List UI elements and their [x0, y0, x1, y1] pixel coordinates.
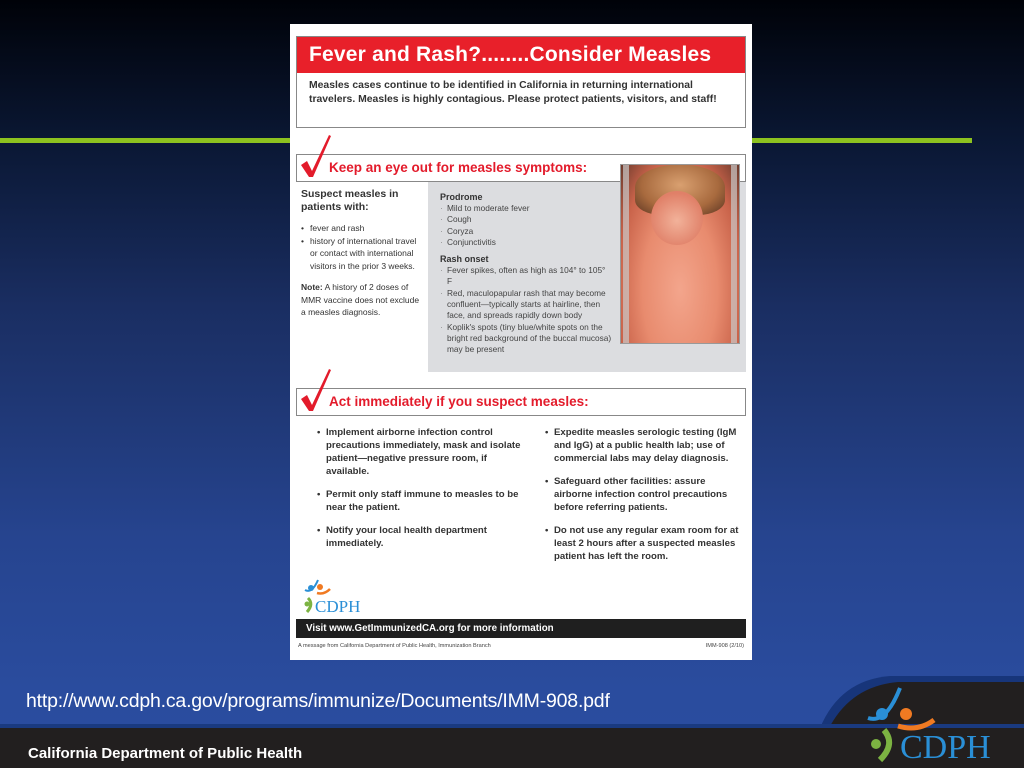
action-item: • Safeguard other facilities: assure airborne infection control precautions before referring patients.: [545, 475, 740, 514]
rash-item: · Red, maculopapular rash that may become confluent—typically starts at hairline, then face, and spreads rapidly down body: [440, 288, 612, 322]
measles-child-photo: [620, 164, 740, 344]
cdph-logo: [302, 576, 372, 616]
prodrome-item: · Conjunctivitis: [440, 237, 612, 248]
title-box: [296, 36, 746, 128]
symptoms-heading: Keep an eye out for measles symptoms:: [329, 160, 588, 175]
action-item: • Expedite measles serologic testing (IgM and IgG) at a public health lab; use of commercial labs may delay diagnosis.: [545, 426, 740, 465]
action-item: • Notify your local health department immediately.: [317, 524, 532, 550]
rash-heading: Rash onset: [440, 254, 489, 265]
action-item: • Implement airborne infection control precautions immediately, mask and isolate patient—negative pressure room, if available.: [317, 426, 532, 478]
suspect-column: [301, 188, 425, 319]
action-list-right: [545, 426, 740, 573]
suspect-item: • fever and rash: [301, 222, 425, 235]
action-heading: Act immediately if you suspect measles:: [329, 394, 589, 409]
footer-code: IMM-908 (2/10): [705, 643, 744, 649]
prodrome-item: · Coryza: [440, 226, 612, 237]
document-url[interactable]: http://www.cdph.ca.gov/programs/immunize/Documents/IMM-908.pdf: [26, 690, 610, 712]
note: [301, 281, 425, 319]
flyer-intro: Measles cases continue to be identified in California in returning international travelers. Measles is highly contagious. Please protect patients, visitors, and staff!: [309, 80, 717, 105]
note-text: A history of 2 doses of MMR vaccine does not exclude a measles diagnosis.: [301, 282, 420, 317]
checkmark-icon: [299, 367, 333, 413]
flyer-title: Fever and Rash?........Consider Measles: [297, 37, 745, 73]
measles-flyer: [290, 24, 752, 660]
action-list-left: [317, 426, 532, 560]
checkmark-icon: [299, 133, 333, 179]
footer-note: A message from California Department of Public Health, Immunization Branch: [298, 643, 491, 649]
rash-item: · Koplik's spots (tiny blue/white spots on the bright red background of the buccal mucosa) may be present: [440, 322, 612, 356]
department-name: California Department of Public Health: [28, 745, 303, 762]
cdph-corner-logo: [864, 684, 1004, 764]
prodrome-item: · Cough: [440, 214, 612, 225]
symptoms-list: [440, 190, 612, 362]
corner-logo-text: CDPH: [900, 729, 991, 764]
prodrome-heading: Prodrome: [440, 192, 483, 202]
logo-text: CDPH: [315, 597, 361, 616]
suspect-heading: Suspect measles in patients with:: [301, 188, 399, 213]
action-heading-box: [296, 388, 746, 416]
note-label: Note:: [301, 282, 323, 292]
action-item: • Do not use any regular exam room for at least 2 hours after a suspected measles patient has left the room.: [545, 524, 740, 563]
action-item: • Permit only staff immune to measles to be near the patient.: [317, 488, 532, 514]
prodrome-item: · Mild to moderate fever: [440, 203, 612, 214]
visit-banner: Visit www.GetImmunizedCA.org for more information: [296, 619, 746, 638]
rash-item: · Fever spikes, often as high as 104° to 105° F: [440, 265, 612, 288]
suspect-item: • history of international travel or contact with international visitors in the prior 3 weeks.: [301, 235, 425, 273]
